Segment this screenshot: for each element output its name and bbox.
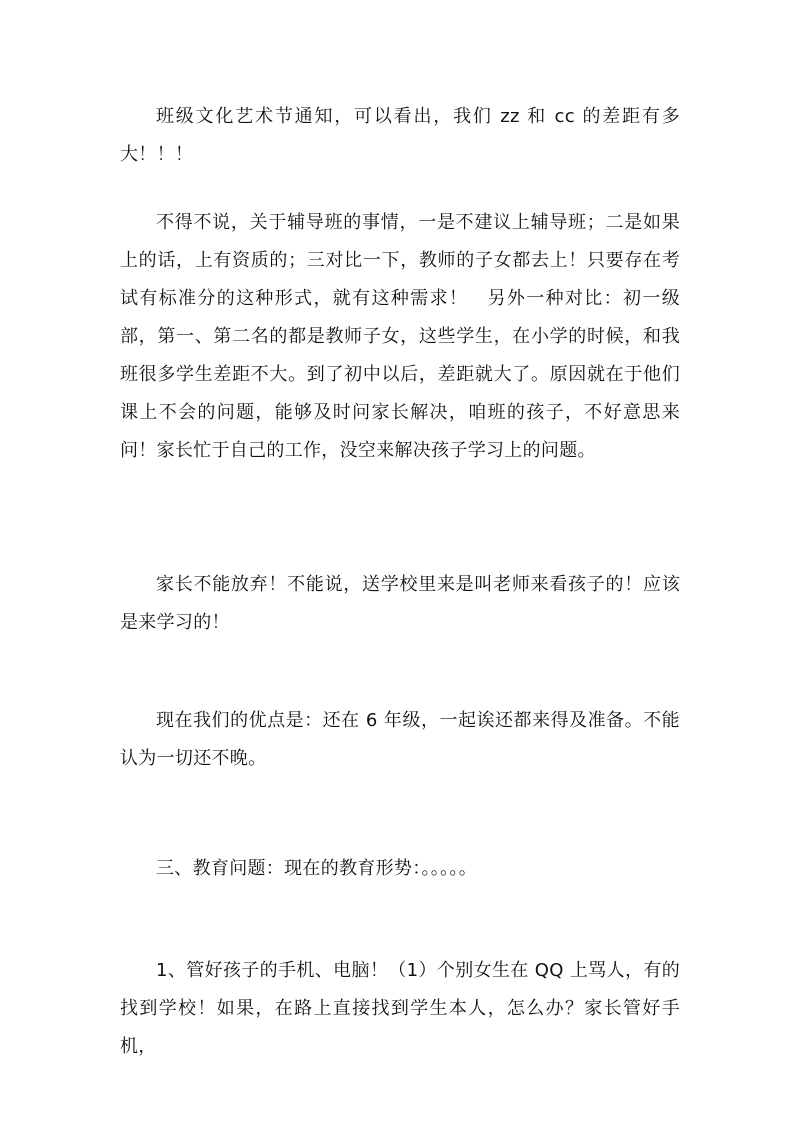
paragraph-tutoring: 不得不说，关于辅导班的事情，一是不建议上辅导班；二是如果上的话，上有资质的；三对比一下，教师的子女都去上！只要存在考试有标准分的这种形式，就有这种需求！ 另外一种对比：初一级部，第一、第二名的都是教师子女，这些学生，在小学的时候，和我班很多学生差距不大。到了初中以后，差距就大了。原因就在于他们课上不会的问题，能够及时问家长解决，咱班的孩子，不好意思来问！家长忙于自己的工作，没空来解决孩子学习上的问题。 — [120, 212, 680, 461]
paragraph-advantage: 现在我们的优点是：还在 6 年级，一起诶还都来得及准备。不能认为一切还不晚。 — [120, 710, 680, 769]
section-heading-education: 三、教育问题：现在的教育形势：。。。。。 — [156, 858, 477, 879]
paragraph-notice: 班级文化艺术节通知，可以看出，我们 zz 和 cc 的差距有多大！！！ — [120, 106, 680, 165]
paragraph-phone: 1、管好孩子的手机、电脑！（1）个别女生在 QQ 上骂人，有的找到学校！如果，在路上直接找到学生本人，怎么办？家长管好手机， — [120, 960, 680, 1057]
paragraph-parents: 家长不能放弃！不能说，送学校里来是叫老师来看孩子的！应该是来学习的！ — [120, 574, 680, 633]
